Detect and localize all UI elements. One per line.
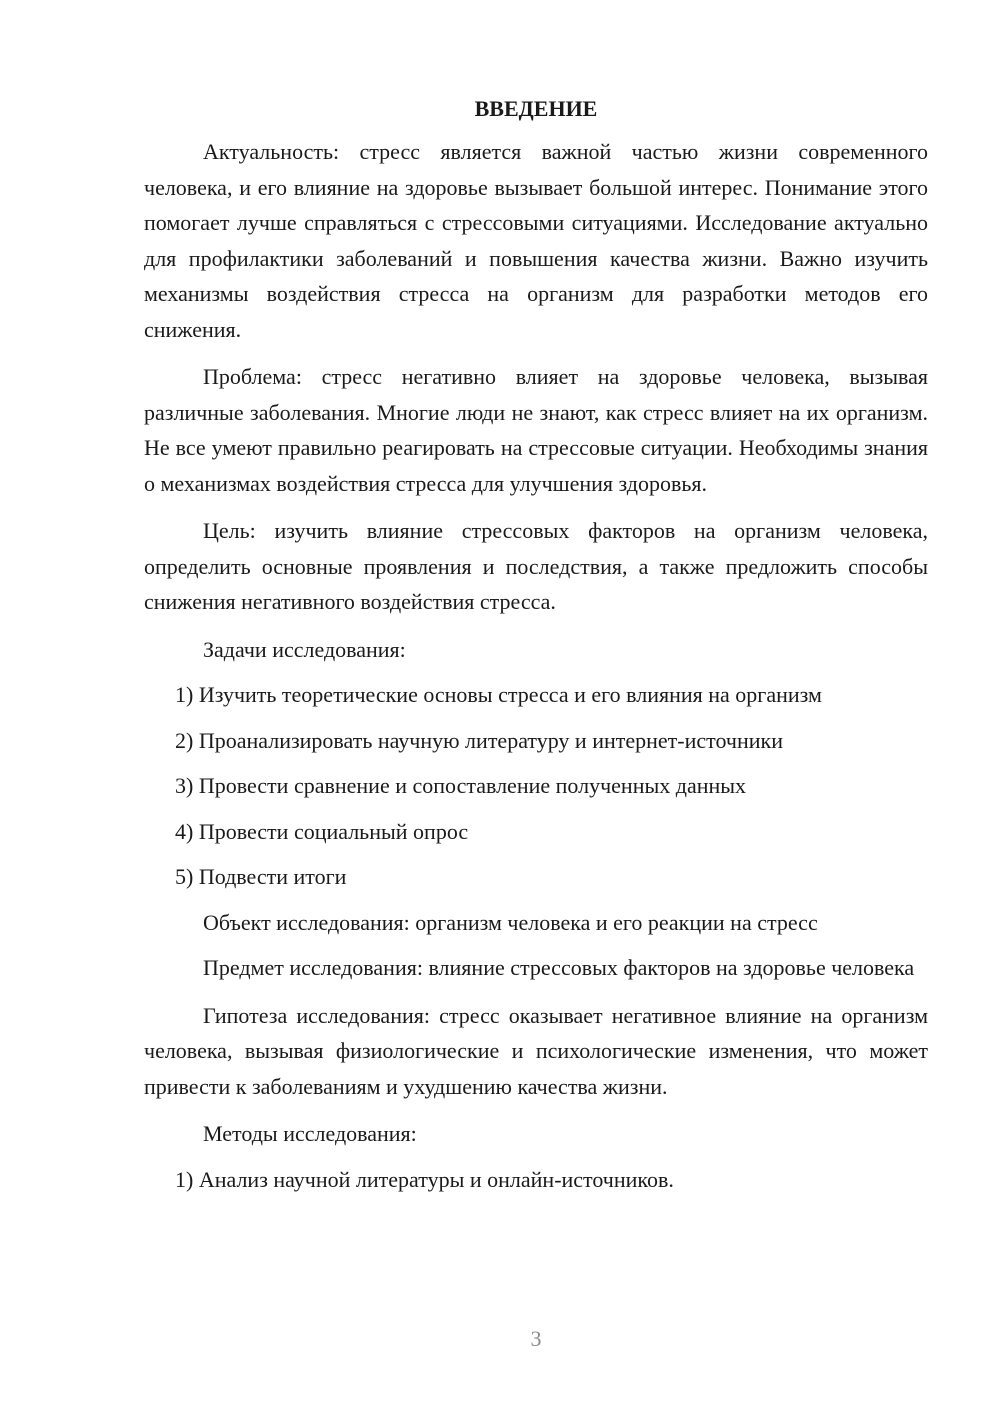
page-number: 3: [530, 1326, 542, 1351]
tasks-heading: Задачи исследования:: [203, 636, 406, 662]
task-item: 3) Провести сравнение и сопоставление полученных данных: [175, 773, 747, 798]
object-paragraph: Объект исследования: организм человека и его реакции на стресс: [203, 909, 818, 935]
task-item: 4) Провести социальный опрос: [175, 818, 469, 844]
subject-paragraph: Предмет исследования: влияние стрессовых факторов на здоровье человека: [203, 955, 915, 980]
task-item: 5) Подвести итоги: [175, 864, 347, 889]
goal-paragraph: Цель: изучить влияние стрессовых факторов на организм человека, определить основные проявления и последствия, а также предложить способы снижения негативного воздействия стресса.: [144, 518, 928, 614]
task-item: 2) Проанализировать научную литературу и интернет-источники: [175, 727, 783, 753]
methods-heading: Методы исследования:: [203, 1121, 417, 1146]
method-item: 1) Анализ научной литературы и онлайн-источников.: [175, 1166, 674, 1192]
hypothesis-paragraph: Гипотеза исследования: стресс оказывает негативное влияние на организм человека, вызывая физиологические и психологические изменения, что может привести к заболеваниям и ухудшению качества жизни.: [144, 1002, 928, 1099]
section-title: ВВЕДЕНИЕ: [474, 96, 598, 121]
problem-paragraph: Проблема: стресс негативно влияет на здоровье человека, вызывая различные заболевания. Многие люди не знают, как стресс влияет на их организм. Не все умеют правильно реагировать на стрессовые ситуации. Необходимы знания о механизмах воздействия стресса для улучшения здоровья.: [144, 364, 928, 496]
relevance-paragraph: Актуальность: стресс является важной частью жизни современного человека, и его влияние на здоровье вызывает большой интерес. Понимание этого помогает лучше справляться с стрессовыми ситуациями. Исследование актуально для профилактики заболеваний и повышения качества жизни. Важно изучить механизмы воздействия стресса на организм для разработки методов его снижения.: [144, 139, 928, 342]
task-item: 1) Изучить теоретические основы стресса и его влияния на организм: [175, 682, 822, 707]
document-page: [144, 92, 928, 1207]
